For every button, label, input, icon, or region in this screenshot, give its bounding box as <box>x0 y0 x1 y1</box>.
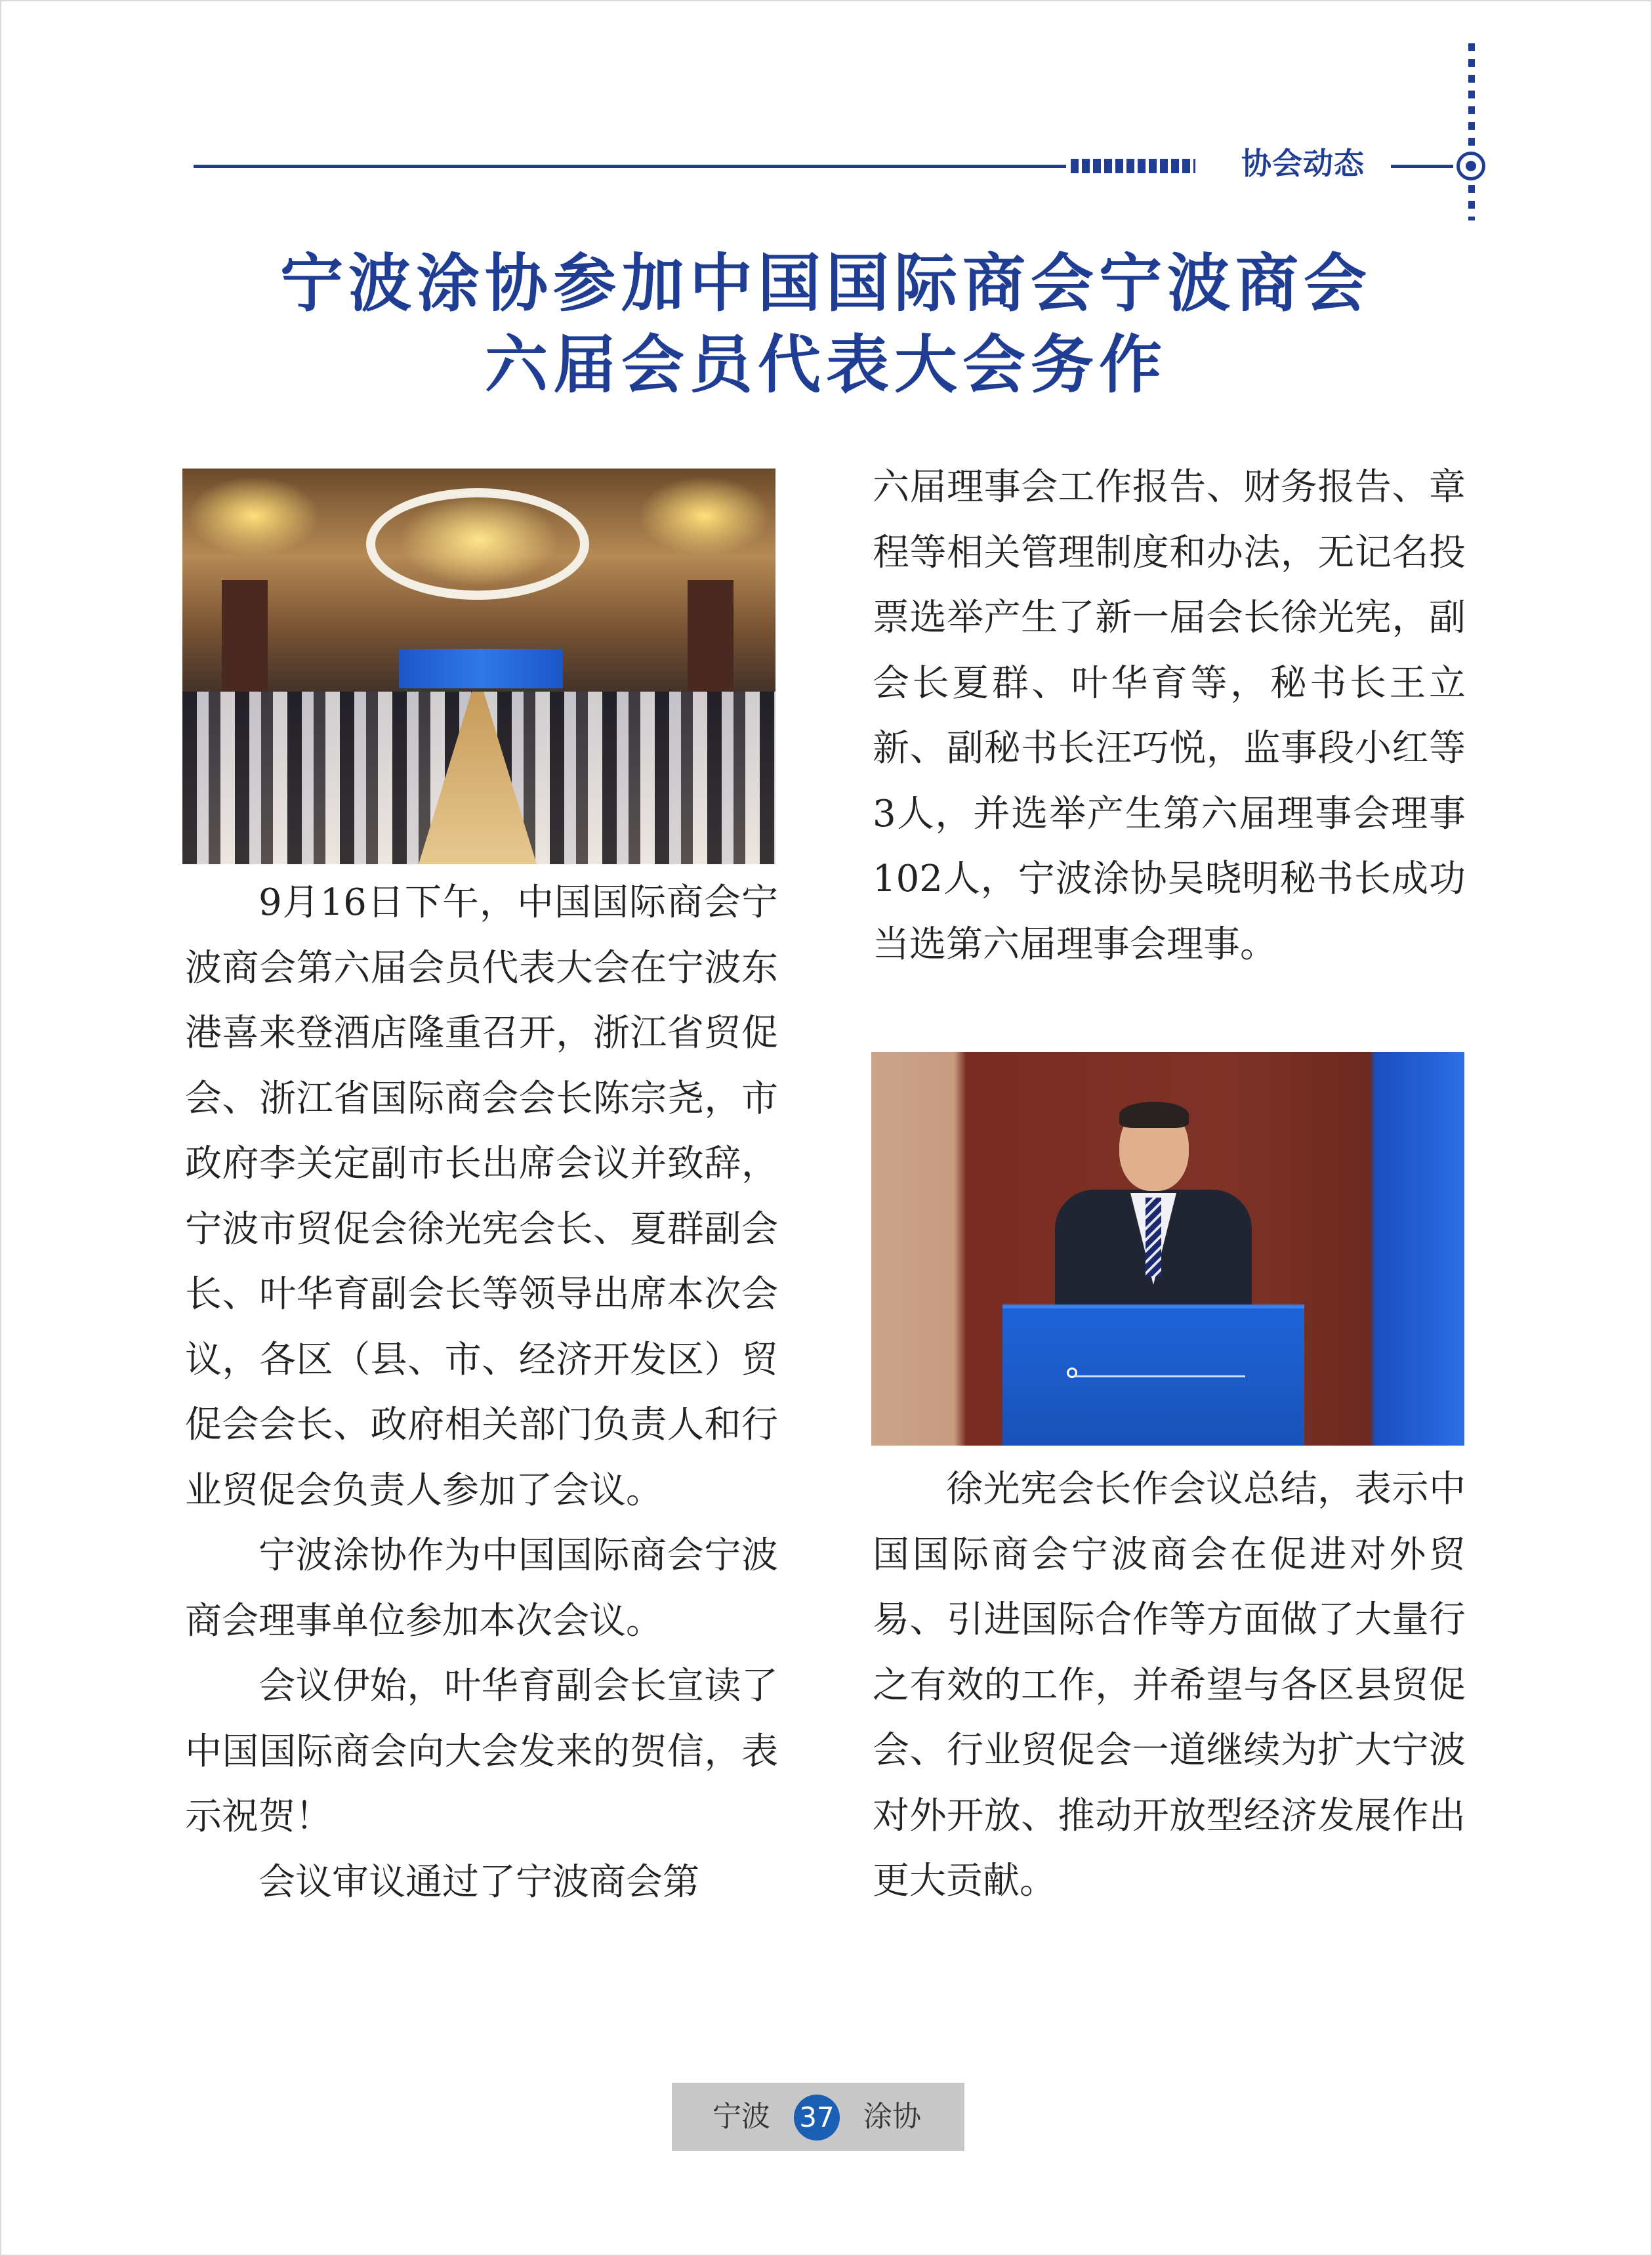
podium <box>1002 1305 1304 1446</box>
speaker-photo <box>871 1052 1464 1446</box>
right-column-text-bottom <box>873 1457 1466 1914</box>
page-footer <box>672 2083 964 2151</box>
paragraph: 会议审议通过了宁波商会第 <box>258 1860 699 1904</box>
paragraph: 9月16日下午，中国国际商会宁波商会第六届会员代表大会在宁波东港喜来登酒店隆重召开，浙江省贸促会、浙江省国际商会会长陈宗尧，市政府李关定副市长出席会议并致辞，宁波市贸促会徐光宪会长、夏群副会长、叶华育副会长等领导出席本次会议，各区（县、市、经济开发区）贸促会会长、政府相关部门负责人和行业贸促会负责人参加了会议。 <box>185 881 778 1512</box>
footer-left-text: 宁波 <box>712 2100 770 2133</box>
right-column-text-top <box>873 455 1466 977</box>
paragraph: 徐光宪会长作会议总结，表示中国国际商会宁波商会在促进对外贸易、引进国际合作等方面做了大量行之有效的工作，并希望与各区县贸促会、行业贸促会一道继续为扩大宁波对外开放、推动开放型经济发展作出更大贡献。 <box>873 1468 1466 1902</box>
header-rule <box>194 165 1066 168</box>
page-number-badge: 37 <box>794 2095 840 2141</box>
article-title-line-1: 宁波涂协参加中国国际商会宁波商会 <box>280 247 1372 320</box>
target-icon <box>1456 152 1485 180</box>
stage-screen <box>399 649 563 688</box>
footer-right-text: 涂协 <box>863 2100 921 2133</box>
article-title-line-2: 六届会员代表大会务作 <box>485 328 1167 402</box>
vertical-dots-bottom <box>1468 185 1475 220</box>
pillar <box>688 580 733 705</box>
podium-logo <box>1075 1375 1245 1400</box>
paragraph: 宁波涂协作为中国国际商会宁波商会理事单位参加本次会议。 <box>185 1534 778 1642</box>
header-dash-bar <box>1071 159 1195 173</box>
pillar <box>222 580 268 705</box>
vertical-dots-top <box>1468 43 1475 148</box>
section-title: 协会动态 <box>1241 146 1365 181</box>
speaker-hair <box>1119 1102 1189 1128</box>
article-title <box>0 243 1652 406</box>
ceiling-light <box>366 488 589 600</box>
left-column-text <box>185 870 778 1915</box>
paragraph: 会议伊始，叶华育副会长宣读了中国国际商会向大会发来的贺信，表示祝贺！ <box>185 1665 778 1838</box>
speaker-tie <box>1146 1198 1161 1276</box>
meeting-photo <box>182 469 775 864</box>
header-rule-short <box>1391 165 1453 168</box>
paragraph: 六届理事会工作报告、财务报告、章程等相关管理制度和办法，无记名投票选举产生了新一届会长徐光宪，副会长夏群、叶华育等，秘书长王立新、副秘书长汪巧悦，监事段小红等3人，并选举产生第六届理事会理事102人，宁波涂协吴晓明秘书长成功当选第六届理事会理事。 <box>873 466 1466 966</box>
